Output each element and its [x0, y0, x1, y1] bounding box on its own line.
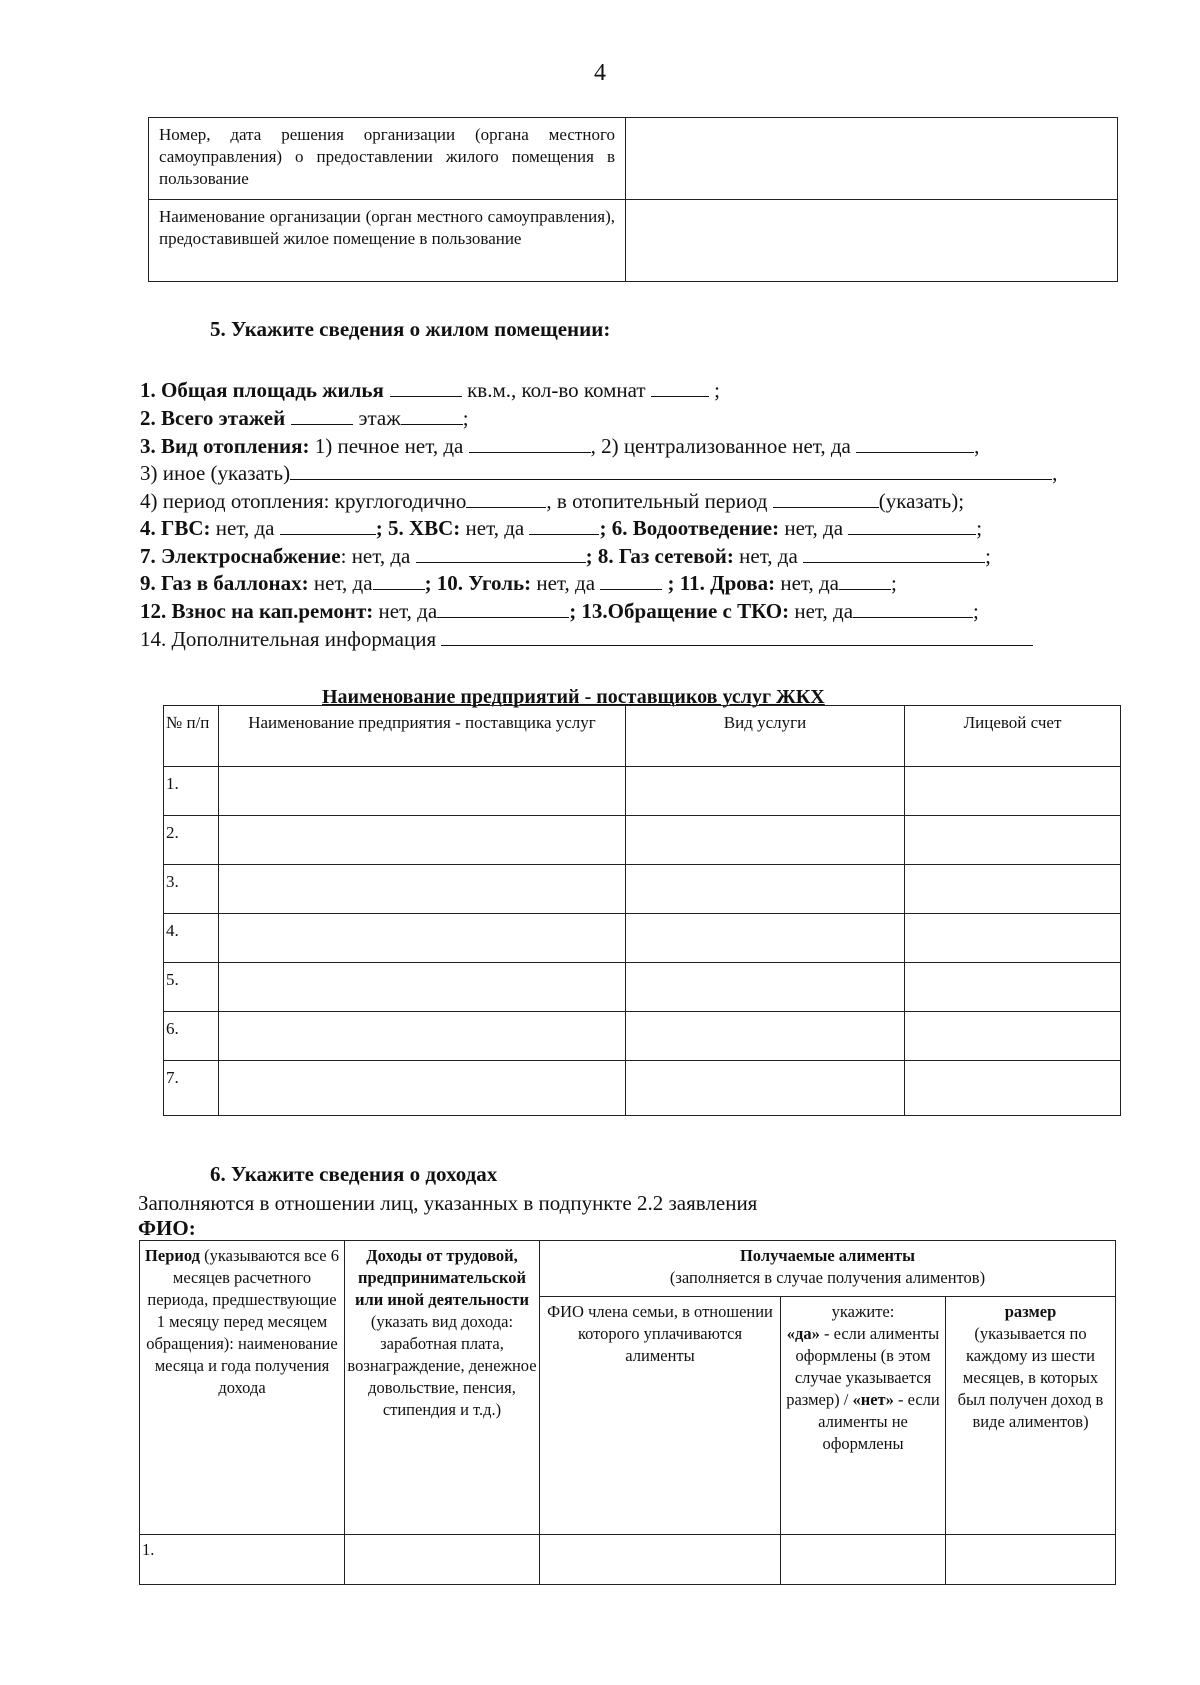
housing-line-9 [140, 598, 979, 624]
floor-field[interactable] [401, 406, 463, 425]
table-row [164, 865, 1121, 914]
line-text: 4) период отопления: круглогодично [140, 489, 467, 513]
line-text: нет, да [210, 516, 280, 540]
waste-handling-field[interactable] [853, 599, 973, 618]
service-type-cell[interactable] [626, 1061, 905, 1116]
header-number: № п/п [164, 706, 219, 767]
supplier-name-cell[interactable] [219, 816, 626, 865]
line-label: 2. Всего этажей [140, 406, 286, 430]
suppliers-title: Наименование предприятий - поставщиков услуг ЖКХ [322, 686, 825, 708]
line-text: ; [973, 599, 979, 623]
year-round-field[interactable] [466, 489, 546, 508]
period-text: (указываются все 6 месяцев расчетного периода, предшествующие 1 месяцу перед месяцем обращения): наименование месяца и года получения дохода [146, 1246, 339, 1397]
yes-word: «да» [786, 1324, 820, 1343]
line-text: кв.м., кол-во комнат [461, 378, 651, 402]
floors-total-field[interactable] [291, 406, 353, 425]
service-type-cell[interactable] [626, 767, 905, 816]
line-label: 4. ГВС: [140, 516, 211, 540]
account-cell[interactable] [905, 865, 1121, 914]
table-row [164, 914, 1121, 963]
account-cell[interactable] [905, 1012, 1121, 1061]
line-text: нет, да [308, 571, 373, 595]
table-row [164, 1012, 1121, 1061]
service-type-cell[interactable] [626, 963, 905, 1012]
line-text: нет, да [733, 544, 804, 568]
table-row [164, 767, 1121, 816]
period-bold: Период [145, 1246, 201, 1265]
coal-field[interactable] [600, 571, 662, 590]
line-text: , 2) централизованное нет, да [590, 434, 857, 458]
indicate-text: укажите: [831, 1302, 895, 1321]
line-label: ; 8. Газ сетевой: [585, 544, 734, 568]
supplier-name-cell[interactable] [219, 963, 626, 1012]
line-text: (указать); [878, 489, 965, 513]
line-text: нет, да [789, 599, 854, 623]
header-service-type: Вид услуги [626, 706, 905, 767]
line-text: ; [708, 378, 720, 402]
alimony-subtitle: (заполняется в случае получения алиментов) [669, 1268, 986, 1287]
central-heating-field[interactable] [856, 434, 974, 453]
row-number: 1. [140, 1535, 345, 1585]
decision-label: Номер, дата решения организации (органа местного самоуправления) о предоставлении жилого помещения в пользование [149, 118, 626, 200]
table-row [164, 816, 1121, 865]
alimony-title: Получаемые алименты [739, 1246, 916, 1265]
service-type-cell[interactable] [626, 865, 905, 914]
line-text: нет, да [775, 571, 839, 595]
organization-label: Наименование организации (орган местного самоуправления), предоставившей жилое помещение в пользование [149, 200, 626, 282]
line-label: ; 6. Водоотведение: [599, 516, 780, 540]
other-heating-field[interactable] [290, 461, 1052, 480]
section6-note: Заполняются в отношении лиц, указанных в подпункте 2.2 заявления [138, 1191, 758, 1215]
row-number: 5. [164, 963, 219, 1012]
header-income [345, 1241, 540, 1535]
housing-line-5 [140, 488, 964, 514]
housing-line-10 [140, 626, 1033, 652]
income-table [139, 1240, 1116, 1585]
housing-line-7 [140, 543, 991, 569]
line-text: , [1052, 461, 1058, 485]
line-text: нет, да [373, 599, 438, 623]
indicate-text: - если алименты оформлены (в этом случае указывается размер) / [786, 1324, 940, 1409]
line-label: ; 10. Уголь: [424, 571, 532, 595]
stove-heating-field[interactable] [469, 434, 591, 453]
supplier-name-cell[interactable] [219, 1012, 626, 1061]
housing-line-1 [140, 377, 720, 403]
row-number: 3. [164, 865, 219, 914]
line-label: 7. Электроснабжение [140, 544, 341, 568]
size-bold: размер [1004, 1302, 1057, 1321]
bottled-gas-field[interactable] [373, 571, 425, 590]
line-text: , в отопительный период [546, 489, 773, 513]
service-type-cell[interactable] [626, 1012, 905, 1061]
row-number: 4. [164, 914, 219, 963]
line-text: 3) иное (указать) [140, 461, 291, 485]
header-account: Лицевой счет [905, 706, 1121, 767]
housing-line-4 [140, 460, 1057, 486]
table-row [164, 963, 1121, 1012]
housing-line-2 [140, 405, 469, 431]
decision-value-cell[interactable] [626, 118, 1118, 200]
line-text: ; [462, 406, 469, 430]
firewood-field[interactable] [839, 571, 891, 590]
line-text: нет, да [460, 516, 530, 540]
organization-value-cell[interactable] [626, 200, 1118, 282]
line-text: ; [891, 571, 897, 595]
table-header-row [164, 706, 1121, 767]
line-label: ; 11. Дрова: [662, 571, 776, 595]
supplier-name-cell[interactable] [219, 865, 626, 914]
supplier-name-cell[interactable] [219, 767, 626, 816]
service-type-cell[interactable] [626, 816, 905, 865]
line-text: : нет, да [340, 544, 416, 568]
size-cell[interactable] [946, 1535, 1116, 1585]
page-number: 4 [594, 60, 606, 86]
table-row [140, 1535, 1116, 1585]
income-text: (указать вид дохода: заработная плата, вознаграждение, денежное довольствие, пенсия, стипендия и т.д.) [347, 1312, 537, 1419]
capital-repair-field[interactable] [437, 599, 569, 618]
table-row [164, 1061, 1121, 1116]
row-number: 1. [164, 767, 219, 816]
line-text: нет, да [531, 571, 601, 595]
indicate-cell[interactable] [781, 1535, 946, 1585]
size-text: (указывается по каждому из шести месяцев, в которых был получен доход в виде алиментов) [957, 1324, 1104, 1431]
housing-line-6 [140, 515, 982, 541]
rooms-field[interactable] [651, 378, 709, 397]
section6-title: 6. Укажите сведения о доходах [210, 1162, 498, 1186]
header-family-member: ФИО члена семьи, в отношении которого уплачиваются алименты [540, 1297, 781, 1535]
header-supplier-name: Наименование предприятия - поставщика услуг [219, 706, 626, 767]
row-number: 2. [164, 816, 219, 865]
indicate-text: - если алименты не оформлены [818, 1390, 940, 1453]
income-cell[interactable] [345, 1535, 540, 1585]
line-label: 3. Вид отопления: [140, 434, 310, 458]
no-word: «нет» [852, 1390, 894, 1409]
supplier-name-cell[interactable] [219, 914, 626, 963]
account-cell[interactable] [905, 816, 1121, 865]
line-text: ; [976, 516, 983, 540]
table-row [149, 118, 1118, 200]
account-cell[interactable] [905, 963, 1121, 1012]
line-text: ; [985, 544, 991, 568]
housing-line-8 [140, 570, 897, 596]
electricity-field[interactable] [416, 544, 586, 563]
account-cell[interactable] [905, 1061, 1121, 1116]
header-alimony [540, 1241, 1116, 1297]
account-cell[interactable] [905, 914, 1121, 963]
line-label: ; 13.Обращение с ТКО: [569, 599, 790, 623]
row-number: 6. [164, 1012, 219, 1061]
sewage-field[interactable] [848, 516, 976, 535]
line-text: 1) печное нет, да [309, 434, 469, 458]
additional-info-field[interactable] [441, 627, 1033, 646]
area-field[interactable] [390, 378, 462, 397]
housing-line-3 [140, 433, 979, 459]
family-member-cell[interactable] [540, 1535, 781, 1585]
header-indicate [781, 1297, 946, 1535]
line-text: 14. Дополнительная информация [140, 627, 442, 651]
line-label: ; 5. ХВС: [375, 516, 461, 540]
section5-title: 5. Укажите сведения о жилом помещении: [210, 317, 611, 341]
line-label: 1. Общая площадь жилья [140, 378, 384, 402]
cold-water-field[interactable] [529, 516, 599, 535]
account-cell[interactable] [905, 767, 1121, 816]
row-number: 7. [164, 1061, 219, 1116]
line-text: , [974, 434, 980, 458]
supplier-name-cell[interactable] [219, 1061, 626, 1116]
heating-season-field[interactable] [773, 489, 879, 508]
table-header-row [140, 1241, 1116, 1297]
organization-table [148, 117, 1118, 282]
header-size [946, 1297, 1116, 1535]
line-label: 12. Взнос на кап.ремонт: [140, 599, 374, 623]
header-period [140, 1241, 345, 1535]
line-label: 9. Газ в баллонах: [140, 571, 309, 595]
table-row [149, 200, 1118, 282]
suppliers-table [163, 705, 1121, 1116]
network-gas-field[interactable] [803, 544, 985, 563]
line-text: нет, да [779, 516, 849, 540]
hot-water-field[interactable] [280, 516, 376, 535]
service-type-cell[interactable] [626, 914, 905, 963]
line-text: этаж [353, 406, 401, 430]
income-bold: Доходы от трудовой, предпринимательской или иной деятельности [355, 1246, 529, 1309]
fio-label: ФИО: [138, 1216, 196, 1240]
